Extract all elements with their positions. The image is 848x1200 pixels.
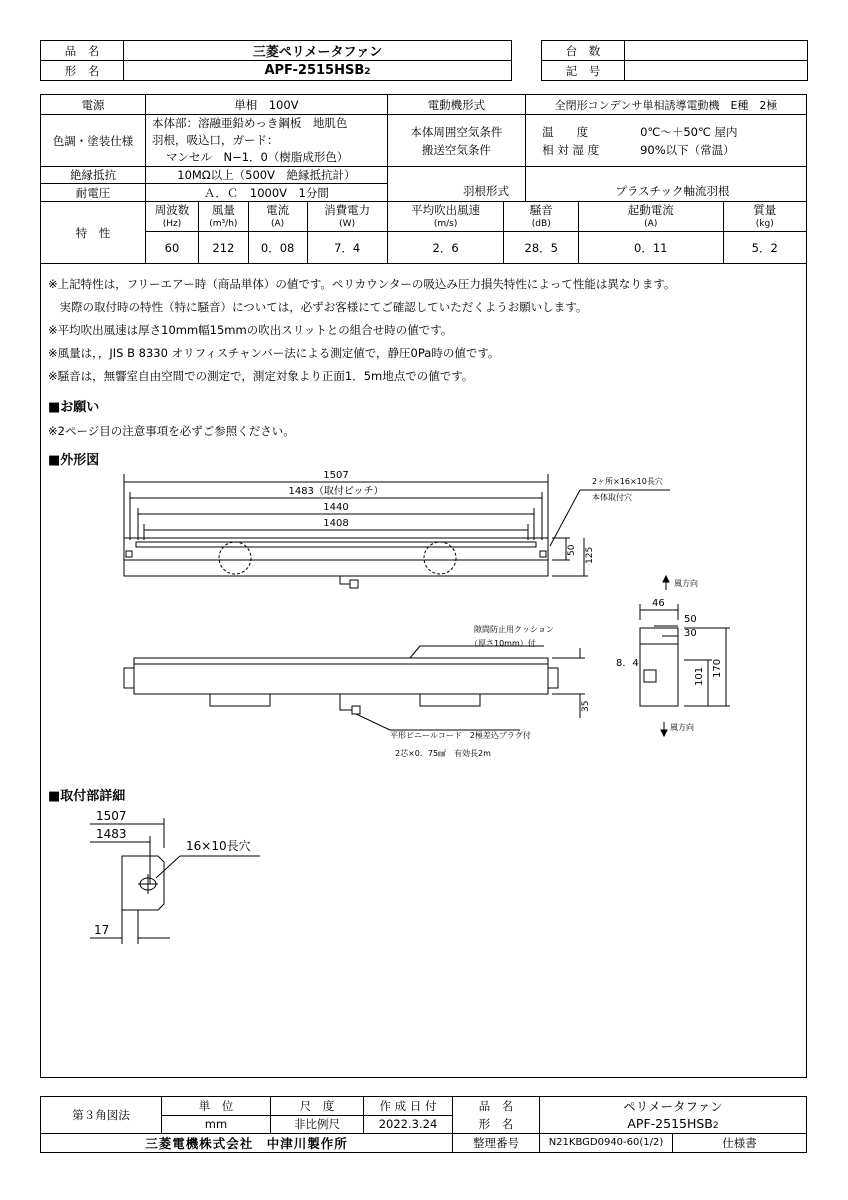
hole-sub: 本体取付穴 bbox=[592, 493, 632, 502]
col-speed-name: 平均吹出風速 bbox=[411, 202, 481, 217]
env-label bbox=[387, 115, 525, 167]
col-power-unit: (W) bbox=[339, 218, 356, 229]
mount-heading: ■取付部詳細 bbox=[48, 789, 126, 804]
doc-value: N21KBGD0940-60(1/2) bbox=[540, 1133, 673, 1152]
color-value bbox=[146, 115, 388, 167]
env-label-1: 本体周囲空気条件 bbox=[410, 124, 503, 139]
projection: 第３角図法 bbox=[41, 1097, 162, 1134]
note-2: 実際の取付時の特性（特に騒音）については，必ずお客様にてご確認していただくようお願いします。 bbox=[48, 300, 588, 314]
col-air-name: 風量 bbox=[211, 202, 235, 217]
motor-label: 電動機形式 bbox=[387, 95, 525, 115]
col-mass bbox=[723, 202, 807, 232]
dim-46: 46 bbox=[652, 598, 665, 609]
col-air bbox=[199, 202, 249, 232]
val-power: 7．4 bbox=[307, 232, 387, 264]
front-view-body bbox=[134, 658, 548, 694]
outline-heading: ■外形図 bbox=[48, 453, 100, 468]
col-hz-name: 周波数 bbox=[154, 202, 190, 217]
mount-17: 17 bbox=[94, 923, 110, 937]
color-line-2: 羽根，吸込口，ガード： bbox=[152, 133, 279, 147]
qty-label: 台 数 bbox=[542, 41, 625, 61]
val-start: 0．11 bbox=[579, 232, 723, 264]
side-view-body bbox=[640, 628, 678, 706]
volt-value: Ａ．Ｃ 1000V 1分間 bbox=[146, 184, 388, 202]
dim-101: 101 bbox=[694, 666, 705, 686]
cushion-label: 隙間防止用クッション bbox=[474, 625, 554, 634]
col-start-unit: (A) bbox=[644, 218, 658, 229]
env-label-2: 搬送空気条件 bbox=[421, 142, 491, 157]
temp-value: 0℃～＋50℃ 屋内 bbox=[640, 124, 738, 139]
ins-value: 10MΩ以上（500V 絶縁抵抗計） bbox=[146, 167, 388, 184]
wind-dir-2: 風方向 bbox=[670, 723, 694, 732]
dim-1408: 1408 bbox=[323, 518, 349, 529]
outline-drawing bbox=[40, 460, 807, 790]
note-1: ※上記特性は，フリーエアー時（商品単体）の値です。ペリカウンターの吸込み圧力損失特性によって性能は異なります。 bbox=[48, 277, 676, 291]
col-current-unit: (A) bbox=[271, 218, 285, 229]
col-noise-name: 騒音 bbox=[529, 202, 553, 217]
dim-84: 8．4 bbox=[616, 658, 639, 669]
hum-value: 90%以下（常温） bbox=[640, 142, 735, 157]
col-hz bbox=[146, 202, 199, 232]
char-label-text: 特 性 bbox=[75, 225, 111, 240]
name-label: 品 名 bbox=[41, 41, 124, 61]
cord-label: 平形ビニールコード 2極差込プラグ付 bbox=[390, 731, 531, 740]
fmodel-text: APF-2515HSB bbox=[627, 1116, 713, 1132]
power-value: 単相 100V bbox=[146, 95, 388, 115]
col-power bbox=[307, 202, 387, 232]
volt-label: 耐電圧 bbox=[41, 184, 146, 202]
val-hz: 60 bbox=[146, 232, 199, 264]
env-value bbox=[526, 115, 807, 167]
val-speed: 2．6 bbox=[387, 232, 504, 264]
fmodel-sub: 2 bbox=[712, 1121, 719, 1132]
col-noise bbox=[504, 202, 579, 232]
fmodel-value bbox=[540, 1115, 807, 1133]
blade-value: プラスチック軸流羽根 bbox=[615, 184, 730, 198]
dim-30: 30 bbox=[684, 628, 697, 639]
color-label: 色調・塗装仕様 bbox=[41, 115, 146, 167]
cushion-sub: （厚さ10mm）付 bbox=[470, 639, 536, 648]
dim-1440: 1440 bbox=[323, 502, 349, 513]
qty-table bbox=[541, 40, 808, 81]
note-4: ※風量は，，JIS B 8330 オリフィスチャンバー法による測定値で，静圧0Pa時の値です。 bbox=[48, 346, 500, 360]
mount-1483: 1483 bbox=[96, 827, 127, 841]
date-label: 作 成 日 付 bbox=[364, 1097, 453, 1116]
date-value: 2022.3.24 bbox=[364, 1115, 453, 1133]
footer-table bbox=[40, 1096, 807, 1153]
mark-label: 記 号 bbox=[542, 61, 625, 81]
model-value bbox=[124, 61, 512, 81]
col-power-name: 消費電力 bbox=[324, 202, 371, 217]
val-mass: 5．2 bbox=[723, 232, 807, 264]
note-5: ※騒音は，無響室自由空間での測定で，測定対象より正面1．5m地点での値です。 bbox=[48, 369, 474, 383]
col-start-name: 起動電流 bbox=[627, 202, 674, 217]
dim-side50: 50 bbox=[684, 614, 697, 625]
col-air-unit: (m³/h) bbox=[209, 218, 238, 229]
model-text: APF-2515HSB bbox=[264, 63, 365, 78]
cord-sub: 2芯×0．75㎟ 有効長2m bbox=[395, 749, 491, 758]
dim-125: 125 bbox=[585, 546, 595, 564]
name-value: 三菱ペリメータファン bbox=[124, 41, 512, 61]
mount-hole: 16×10長穴 bbox=[186, 839, 251, 853]
dim-170: 170 bbox=[712, 658, 723, 678]
dim-35: 35 bbox=[581, 700, 591, 712]
val-current: 0．08 bbox=[248, 232, 307, 264]
dim-1507: 1507 bbox=[323, 470, 349, 481]
mount-drawing bbox=[40, 800, 340, 960]
dim-50: 50 bbox=[567, 544, 577, 556]
hum-label: 相 対 湿 度 bbox=[542, 142, 600, 157]
unit-label: 単 位 bbox=[162, 1097, 271, 1116]
col-noise-unit: (dB) bbox=[531, 218, 551, 229]
mount-1507: 1507 bbox=[96, 809, 127, 823]
company: 三菱電機株式会社 中津川製作所 bbox=[41, 1133, 453, 1152]
col-speed-unit: (m/s) bbox=[433, 218, 458, 229]
model-label: 形 名 bbox=[41, 61, 124, 81]
col-current bbox=[248, 202, 307, 232]
hole-label: 2ヶ所×16×10長穴 bbox=[592, 477, 663, 486]
col-hz-unit: (Hz) bbox=[162, 218, 182, 229]
col-speed bbox=[387, 202, 504, 232]
fname-label: 品 名 bbox=[453, 1097, 540, 1116]
mark-value bbox=[625, 61, 808, 81]
note-3: ※平均吹出風速は厚さ10mm幅15mmの吹出スリットとの組合せ時の値です。 bbox=[48, 323, 453, 337]
mount-plate bbox=[122, 856, 164, 910]
wind-dir-1: 風方向 bbox=[674, 579, 698, 588]
request-heading: ■お願い bbox=[48, 400, 100, 415]
col-mass-unit: (kg) bbox=[755, 218, 774, 229]
power-label: 電源 bbox=[41, 95, 146, 115]
col-mass-name: 質量 bbox=[753, 202, 777, 217]
color-line-3: マンセル N−1．0（樹脂成形色） bbox=[166, 150, 349, 164]
temp-label: 温 度 bbox=[542, 124, 589, 139]
doc-label: 整理番号 bbox=[453, 1133, 540, 1152]
request-text: ※2ページ目の注意事項を必ずご参照ください。 bbox=[48, 424, 295, 438]
scale-label: 尺 度 bbox=[271, 1097, 364, 1116]
val-air: 212 bbox=[199, 232, 249, 264]
fname-value: ペリメータファン bbox=[540, 1097, 807, 1116]
fmodel-label: 形 名 bbox=[453, 1115, 540, 1133]
header-table bbox=[40, 40, 512, 81]
color-line-1: 本体部：溶融亜鉛めっき鋼板 地肌色 bbox=[152, 116, 348, 130]
ins-label: 絶縁抵抗 bbox=[41, 167, 146, 184]
spec-table bbox=[40, 94, 807, 264]
dim-1483: 1483（取付ピッチ） bbox=[288, 486, 384, 497]
col-start bbox=[579, 202, 723, 232]
char-label bbox=[41, 202, 146, 264]
model-sub: 2 bbox=[364, 67, 371, 77]
doc-type: 仕様書 bbox=[673, 1133, 807, 1152]
blade-label: 羽根形式 bbox=[463, 184, 509, 198]
col-current-name: 電流 bbox=[266, 202, 290, 217]
val-noise: 28．5 bbox=[504, 232, 579, 264]
unit-value: mm bbox=[162, 1115, 271, 1133]
qty-value bbox=[625, 41, 808, 61]
scale-value: 非比例尺 bbox=[271, 1115, 364, 1133]
motor-value: 全閉形コンデンサ単相誘導電動機 E種 2極 bbox=[526, 95, 807, 115]
